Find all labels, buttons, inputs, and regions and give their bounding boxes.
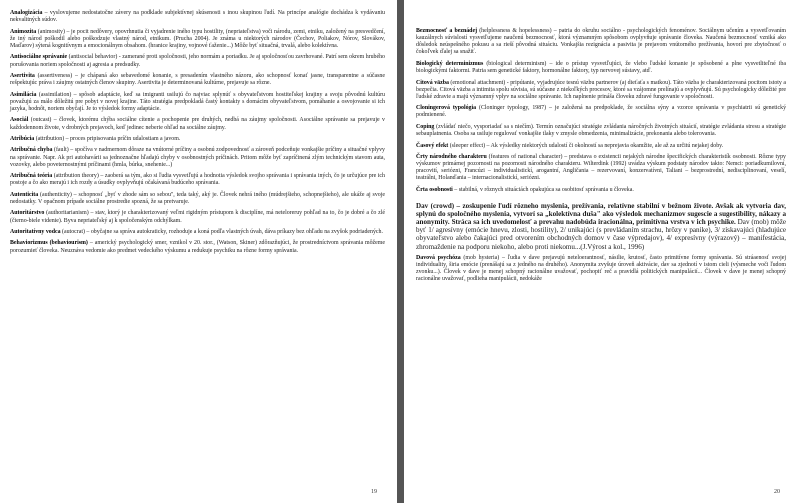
entry-definition: – stabilná, v rôznych situáciách opakujúca sa osobitosť správania u človeka. <box>452 186 634 193</box>
glossary-entry <box>416 80 786 101</box>
entry-definition: (authenticity) – schopnosť „byť v zhode sám so sebou", teda taký, aký je. Človek nehrá iného (múdrejšieho, schopnejšieho), ale ukáže aj svoje nedostatky. V opačnom prípade sociálne prostredie spozná, že sa pretvaruje. <box>10 191 385 205</box>
entry-term: Asertivita <box>10 72 35 79</box>
glossary-entry <box>10 147 385 168</box>
entry-definition: (authoritarianism) – stav, ktorý je charakterizovaný veľmi rigidným prístupom k disciplíne, má neteloreruy pohľad na to, čo je dobré a čo zlé (čierno-biele videnie). Byva nepriateľský aj k spoločenským odchýlkam. <box>10 210 385 224</box>
entry-term: Atribúcia <box>10 135 35 142</box>
entry-term: Autenticita <box>10 191 39 198</box>
glossary-entry <box>10 29 385 50</box>
entry-term: Davová psychóza <box>416 254 461 261</box>
entry-definition: (zvládať niečo, vysporiadať sa s niečím). Termín označujúci stratégie zvládania náročných životných situácií, stratégie zvládania stresu a stratégie sebauplatnenia. Osoba sa usiluje regulovať vonkajšie tlaky v zmysle obmedzenia, minimalizácie, prekonania alebo tolerovania. <box>416 123 786 138</box>
entry-definition: (sleeper effect) – Ak výsledky niektorých udalostí či okolností sa neprejavia okamžite, ale až za určitú nejakej doby. <box>448 142 724 149</box>
entry-definition: (outcast) – človek, ktorému chýba sociálne cítenie a pochopenie pre druhých, nedbá na záujmy spoločnosti. Asociálne správanie sa prejavuje v každodennom živote, v drobných prejavoch, keď jedinec neberie ohľad na sociálne záujmy. <box>10 117 385 131</box>
glossary-entry <box>10 240 385 254</box>
entry-definition: (assertiveness) – je chápaná ako sebavedomé konanie, s presadením vlastného názoru, ako schopnosť konať jasne, transparentne a súčasne rešpektujúc práva i záujmy ostatných členov skupiny. Asertivita je determinovaná kultúrne, prejavuje sa rôzne. <box>10 72 385 87</box>
entry-term: Črta osobnosti <box>416 186 453 193</box>
page-number-right: 20 <box>774 489 780 495</box>
entry-definition: (mob hysteria) – ľudia v dave prejavujú neteloerantnosť, násilie, krutosť, často primitívne formy správania. Sú stráaenosť svojej individuality, širia emócie (prenášajú sa z jedného na druhého). Anonymita zvyšuje úroveň aktivácie, dav sa zjednotí v istom cieli (výsmeche voči ľudom zvonku...). Človek v dave je menej schopný racionálne uvažovať, pochopiť reč a pravidlá politických manipulácií... Človek v dave je menej schopný racionálne uvažovať, podlieha manipulácii, nedokáže <box>416 254 786 283</box>
entry-definition: (attribution theory) – zaoberá sa tým, ako si ľudia vysvetľujú a hodnotia výsledok svojho správania i správania iných, čo je určujúce pre ich postoje a čo ako merajú i ich rozdy a úsudky ovplyvňujú očakávaná budúceho správania. <box>10 173 385 187</box>
glossary-entry <box>10 229 385 236</box>
entry-definition: (assimilation) – spôsob adaptácie, keď sa imigranti usilujú čo najviac splynúť s obyvateľstvom hostiteľskej krajiny a svoju pôvodnú kultúru považujú za málo dôležitú pre pobyt v novej krajine. Táto stratégia predpokladá častý kontakty s domácim obyvateľstvom, pomáhanie a osvojovanie si ich jazyka, hodnôt, noriem obyčají. Je to výsledok formy adaptácie. <box>10 91 385 112</box>
glossary-entry <box>10 73 385 87</box>
glossary-entry <box>416 124 786 138</box>
dav-lead: Dav (crowd) – zoskupenie ľudí rôzneho myslenia, prežívania, relatívne stabilní v bežnom živote. Avšak ak vytvoria dav, splynú do spoločného myslenia, vytvorí sa „kolektívna duša" ako výsledok mechanizmov sugescie a sugestibility, nákazy a anonymity. Strácа sa ich uvedomelosť a prevahu nadobúda iracionálna, primitívna vrstva v ich psychike. <box>416 202 786 227</box>
entry-term: Coping <box>416 123 435 130</box>
entry-term: Časový efekt <box>416 142 449 149</box>
left-page <box>0 0 397 503</box>
entry-term: Autoritatívny vodca <box>10 229 61 236</box>
glossary-entry <box>416 143 786 150</box>
entry-definition: – vyslovujeme nedostatočne závery na podklade subjektívnej skúsenosti s inou skupinou ľudí. Na princípe analógie dochádza k vydávaniu nekvalitných súdov. <box>10 10 385 24</box>
entry-term: Autoritárstvo <box>10 210 45 217</box>
glossary-entry <box>10 210 385 224</box>
entry-term: Citová väzba <box>416 79 449 86</box>
glossary-entry <box>10 117 385 131</box>
right-page <box>404 0 800 503</box>
entry-term: Asociál <box>10 117 29 124</box>
entry-definition: (attribution) – proces pripisovania príčin udalostiam a javom. <box>34 135 181 142</box>
entry-definition: (helplessness & hopelessness) – patria do okruhu sociálno - psychologických fenoménov. Sociálnym učením a vysvetľovaním kauzálnych súvislostí vysvetľujeme naučenú bezmocnosť, ktorá významným spôsobom ovplyvňuje správanie človeka. Naučená bezmocnosť vzniká ako dôsledok neúspešného pokusu a sa rieší pôvodná situáciu. Vonkajšia rezignácia a pasivita je prejavom vnútorného prežívania, hovorí pre zbytočnosť o čokoľvek ďalej sa snažiť. <box>416 28 786 56</box>
entry-term: Biologický determinizmus <box>416 60 484 67</box>
entry-term: Asimilácia <box>10 91 37 98</box>
glossary-entry-davova-psychoza <box>416 255 786 284</box>
dav-body: Dav (mob) môže byť 1/ agresívny (emócie hnevu, zlosti, hostility), 2/ unikajúci (s prevládaním strachu, hrôzy v panike), 3/ získavajúci (hladujúce obyvateľstvo alebo čakajúci pred otvorením obchodných domov v čase výpredajov), 4/ expresívny (výrazový) – manifestácia, zhromaždenie na podporu niekoho, alebo proti niekomu...(J.Výrost a kol., 1996) <box>416 218 786 251</box>
entry-term: Animozita <box>10 28 37 35</box>
entry-definition: (features of national character) – predstava o existencii nejakých národne špecifických charakteristík osobnosti. Rôzne typy výskumov primárnej pozornosti na pozornosti národného charakteru. Wilterdink (1992) uvádza výskum podstaty národov takto: Nemci: poriadkumilovní, pracovití, seriózni, Francúzi – individualistickí, arogantní, Angličania – rezervovaní, konzervatívni, Taliani – bezprostrední, nedisciplinovaní, veselí, teatrálni, Holanďania – internacionalistickí, seriózni. <box>416 153 786 182</box>
right-entry-list <box>416 28 786 194</box>
entry-term: Črty národného charakteru <box>416 153 487 160</box>
entry-definition: (emotional attachment) - pripútanie, vyjadrujúce tesnú väzbu partnerov (aj dieťaťa s matkou). Táto väzba je charakterizovaná pocitom istoty a bezpečia. Citová väzba a intimita spolu súvisia, sú súčasne z niekoľkých procesov, ktoré sa vzájomne prelínajú a ovplyvňujú. Sú psychologicky dôležité pre ľudské zdravie a majú významný vplyv na sociálne správanie. Ich naplnenie prináša človeku zdravé fungovanie v spoločnosti. <box>416 79 786 100</box>
glossary-entry <box>416 154 786 183</box>
entry-definition: (animosity) – je pocit nedôvery, opovrhnutia či vyjadrenie iného typu hostility, (nepriateľstva) voči národu, zemi, etniku, založený na presvedčení, že iný národ poškodil alebo poškodzuje vlastný národ, etnikum. (Prucha 2004). Je známa u niektorých národov (Čechov, Poliakov, Nórov, Slovákov, Maďarov) sýtená kognitívnym a emocionálnym obsahom. (hranice krajiny, vojnové ťaženie...) Môže byť situačná, trvalá, alebo kolektívna. <box>10 28 385 49</box>
entry-term: Analogizácia <box>10 10 43 16</box>
entry-definition: (Cloninger typology, 1987) – je založená na predpoklade, že sociálna sýny a vzorce správania v psychiatrii sú genetický podmienené. <box>416 105 787 119</box>
entry-term: Cloningerová typológia <box>416 105 477 112</box>
left-entry-list <box>10 10 385 255</box>
glossary-entry <box>10 92 385 113</box>
glossary-entry <box>416 61 786 75</box>
entry-definition: (antisocial behavior) - zamerané proti spoločnosti, jeho normám a poriadku. Je aj spoločnosťou zavrhované. Patrí sem okrem hrubého porušovania noriem spoločnosti aj agresia a predsudky. <box>10 54 385 68</box>
glossary-entry <box>10 173 385 187</box>
glossary-entry <box>416 28 786 57</box>
entry-definition: (fault) – spočíva v nadmernom dôraze na vnútorné príčiny a osobnú zodpovednosť a zároveň podceňuje vonkajšie príčiny a situačné vplyvy na správanie. Napr. Ak pri autohavárii sa jednoznačne hľadajú chyby v osobnostných príčinách. Pritom môže byť zapríčinená zlým technickým stavom auta, vozovky, alebo poveternostnými príčinami (hmla, búrka, snehenie...) <box>10 147 385 168</box>
entry-term: Behaviorizmus (behaviourism) <box>10 240 88 247</box>
entry-term: Antisociálne správanie <box>10 54 68 61</box>
glossary-entry <box>10 192 385 206</box>
glossary-entry-dav <box>416 202 786 251</box>
entry-term: Atribučná teória <box>10 173 53 180</box>
entry-term: Bezmocnosť a beznádej <box>416 28 478 34</box>
glossary-entry <box>10 10 385 24</box>
entry-term: Atribučná chyba <box>10 147 53 154</box>
glossary-entry <box>10 136 385 143</box>
page-number-left: 19 <box>371 489 377 495</box>
entry-definition: (biological determinism) – ide o prístup vysvetľujúci, že vlebo ľudské konanie je spôsobené a plne vysvetliteľné iba biologickými faktormi. Patria sem genetické faktory, hormonálne faktory, typ nervovej sústavy, atď. <box>416 60 786 75</box>
entry-definition: – americký psychologický smer, vznikol v 20. stor., (Watson, Skiner) zdôrazňujúci, že prostredníctvom správania môžeme porozumieť človeka. Neuznáva vedomie ako predmet vedeckého výskumu a redukuje psychiku na rôzne formy správania. <box>10 240 385 254</box>
glossary-entry <box>416 187 786 194</box>
glossary-entry <box>416 105 786 119</box>
entry-definition: (autocrat) – obyčajne sa správa autokraticky, rozhoduje a koná podľa vlastných úvah, dáva príkazy bez ohľadu na zvyšok podriadených. <box>60 229 383 236</box>
glossary-entry <box>10 54 385 68</box>
